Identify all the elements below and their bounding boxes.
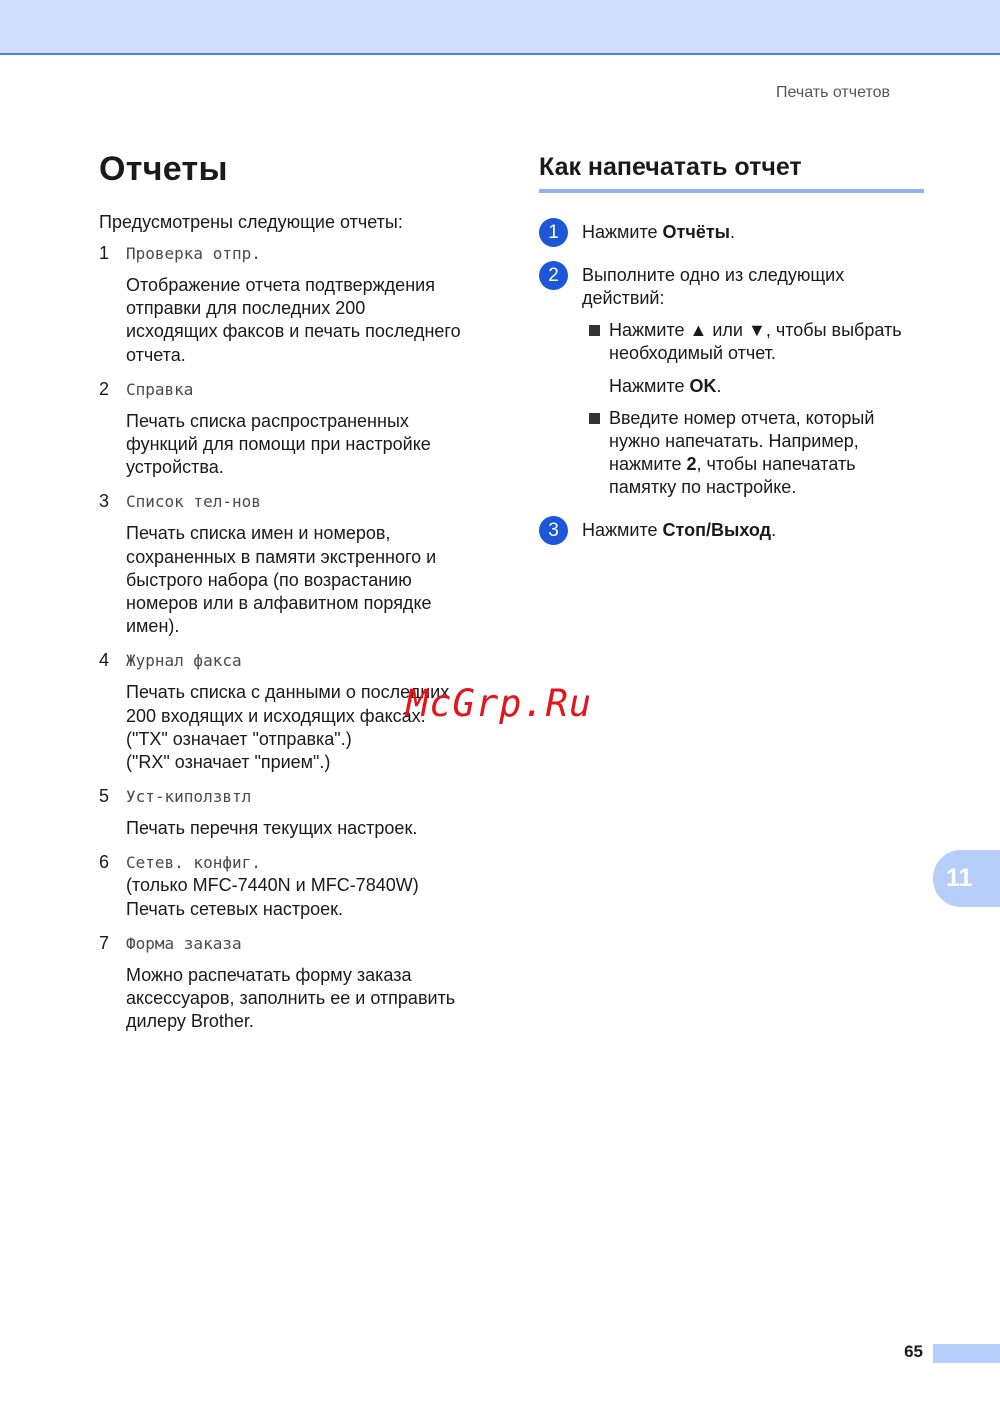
step-text-end: .: [730, 222, 736, 242]
report-item: [99, 490, 489, 638]
page-number: 65: [904, 1342, 923, 1361]
how-to-print-section: [539, 150, 924, 542]
report-item: [99, 378, 489, 480]
item-description: Отображение отчета подтверждения отправки для последних 200 исходящих факсов и печать последнего отчета.: [126, 275, 461, 365]
square-bullet-icon: [589, 325, 600, 336]
item-number: 3: [99, 491, 110, 512]
item-name: Справка: [126, 379, 194, 399]
item-description: Можно распечатать форму заказа аксессуаров, заполнить ее и отправить дилеру Brother.: [126, 964, 456, 1032]
top-header-band: [0, 0, 1000, 55]
option-bullet: [582, 407, 924, 499]
item-description: (только MFC-7440N и MFC-7840W) Печать сетевых настроек.: [126, 875, 419, 919]
intro-text: Предусмотрены следующие отчеты:: [99, 212, 403, 232]
item-number: 6: [99, 852, 110, 873]
bullet-text: Нажмите: [609, 320, 690, 340]
item-number: 5: [99, 786, 110, 807]
step-2: [539, 264, 924, 499]
report-item: [99, 851, 489, 920]
item-description: Печать списка распространенных функций для помощи при настройке устройства.: [126, 410, 431, 478]
key-name: OK: [689, 376, 717, 396]
item-name: Уст-киползвтл: [126, 787, 252, 807]
square-bullet-icon: [589, 413, 600, 424]
up-arrow-icon: ▲: [689, 320, 708, 340]
key-name: Стоп/Выход: [662, 520, 772, 540]
bullet-text: или: [707, 320, 748, 340]
page-number-band: [933, 1344, 1000, 1363]
section-title: Как напечатать отчет: [539, 150, 924, 193]
running-header: Печать отчетов: [776, 84, 890, 101]
item-name: Сетев. конфиг.: [126, 853, 261, 873]
step-number-badge: 3: [539, 516, 568, 545]
chapter-tab: 11: [933, 850, 1000, 907]
down-arrow-icon: ▼: [748, 320, 766, 340]
bullet-text: Введите номер отчета, который нужно напечатать. Например, нажмите: [609, 408, 875, 474]
sub-text: Нажмите: [609, 376, 690, 396]
key-name: Отчёты: [662, 222, 731, 242]
step-3: [539, 519, 924, 542]
key-name: 2: [686, 454, 697, 474]
step-number-badge: 2: [539, 261, 568, 290]
bullet-text: , чтобы выбрать необходимый отчет.: [609, 320, 902, 363]
reports-section: [99, 150, 489, 1044]
report-item: [99, 932, 489, 1034]
item-name: Проверка отпр.: [126, 244, 261, 263]
sub-text-end: .: [716, 376, 722, 396]
watermark: McGrp.Ru: [406, 682, 593, 725]
step-text: Выполните одно из следующих действий:: [582, 265, 845, 308]
section-title: Отчеты: [99, 150, 228, 188]
item-number: 7: [99, 932, 110, 953]
step-text: Нажмите: [582, 222, 663, 242]
item-number: 2: [99, 378, 110, 399]
bullet-text: , чтобы напечатать памятку по настройке.: [609, 454, 856, 497]
item-description: Печать списка с данными о последних 200 входящих и исходящих факсах. ("TX" означает "отправка".) ("RX" означает "прием".): [126, 682, 450, 773]
item-name: Форма заказа: [126, 933, 242, 953]
item-description: Печать перечня текущих настроек.: [126, 818, 418, 839]
report-item: [99, 242, 489, 367]
item-name: Журнал факса: [126, 651, 242, 671]
item-number: 1: [99, 243, 110, 263]
sub-instruction: [582, 375, 924, 398]
step-number-badge: 1: [539, 218, 568, 247]
option-bullet: [582, 319, 924, 365]
step-text: Нажмите: [582, 520, 663, 540]
item-name: Список тел-нов: [126, 492, 261, 512]
report-item: [99, 785, 489, 840]
item-description: Печать списка имен и номеров, сохраненных в памяти экстренного и быстрого набора (по возрастанию номеров или в алфавитном порядке имен).: [126, 523, 437, 637]
step-1: [539, 221, 924, 244]
step-text-end: .: [771, 520, 777, 540]
item-number: 4: [99, 650, 110, 671]
